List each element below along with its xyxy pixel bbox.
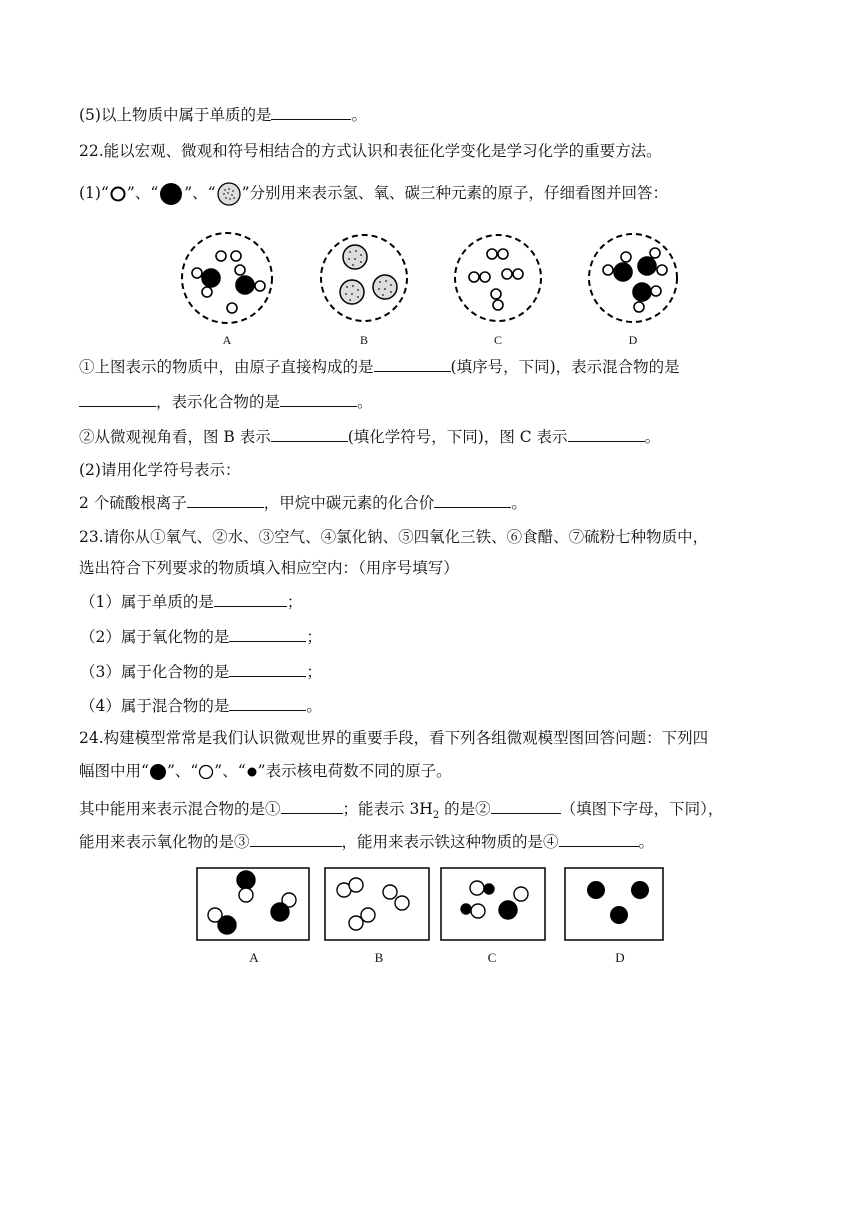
figure-label: C [493,333,503,347]
box-c-particles [461,881,528,919]
q23-intro2: 选出符合下列要求的物质填入相应空内：（用序号填写） [79,559,459,577]
answer-blank[interactable] [229,696,306,711]
figure-b-atoms [340,245,397,304]
figure-label: A [222,333,232,347]
box-b [325,868,429,940]
q23-item: （2）属于氧化物的是 ； [80,628,322,646]
answer-blank[interactable] [271,427,348,442]
figure-label: D [628,333,638,347]
small-black-atom-icon [246,766,258,778]
hydrogen-atom-icon [109,185,127,203]
q22-particle-figure [180,232,690,350]
answer-blank[interactable] [281,799,343,814]
figure-label: B [374,950,384,965]
q22-part2-title: (2)请用化学符号表示： [79,461,241,479]
box-c [441,868,545,940]
q22-answer1-cont: ，表示化合物的是 。 [79,391,373,413]
q22-part2-answers: 2 个硫酸根离子 ，甲烷中碳元素的化合价 。 [79,494,527,512]
box-d [565,868,663,940]
box-a-particles [208,871,296,934]
q22-part1-legend: (1)“ ”、“ ”、“ ”分别用来表示氢、氧、碳三种元素的原子，仔细看图并回答： [79,181,668,207]
answer-blank[interactable] [568,427,645,442]
figure-a-molecules [192,251,265,313]
q22-intro: 22.能以宏观、微观和符号相结合的方式认识和表征化学变化是学习化学的重要方法。 [79,142,662,160]
q24-ask1: 其中能用来表示混合物的是① ；能表示 $3H_2$ 的是② （填图下字母，下同）， [79,800,724,822]
figure-label: A [249,950,259,965]
answer-blank[interactable] [434,493,511,508]
box-d-particles [587,881,649,924]
q23-item: （1）属于单质的是 ； [80,593,303,611]
oxygen-atom-icon [158,181,184,207]
box-b-particles [337,878,409,930]
figure-label: D [615,950,625,965]
answer-blank[interactable] [271,105,351,120]
q22-answer1: ①上图表示的物质中，由原子直接构成的是 (填序号，下同)，表示混合物的是 [79,358,680,376]
figure-label: C [487,950,497,965]
answer-blank[interactable] [250,832,342,847]
figure-label: B [359,333,369,347]
q23-item: （3）属于化合物的是 ； [80,663,322,681]
q22-answer2: ②从微观视角看，图 B 表示 (填化学符号，下同)，图 C 表示 。 [79,428,661,446]
answer-blank[interactable] [491,799,561,814]
figure-d-container [589,234,677,322]
q24-model-figure [196,866,668,968]
figure-d-molecules [603,248,667,312]
answer-blank[interactable] [559,832,639,847]
answer-blank[interactable] [187,493,264,508]
answer-blank[interactable] [214,592,287,607]
white-atom-icon [198,764,214,780]
q24-intro2: 幅图中用“ ”、“ ”、“ ”表示核电荷数不同的原子。 [79,762,452,780]
answer-blank[interactable] [229,627,306,642]
q24-intro: 24.构建模型常常是我们认识微观世界的重要手段，看下列各组微观模型图回答问题：下列四 [79,729,709,747]
q21-part5: (5)以上物质中属于单质的是 。 [79,106,367,124]
answer-blank[interactable] [374,357,451,372]
q23-item: （4）属于混合物的是 。 [80,697,322,715]
q23-intro: 23.请你从①氧气、②水、③空气、④氯化钠、⑤四氧化三铁、⑥食醋、⑦硫粉七种物质中， [79,528,709,546]
black-atom-icon [149,763,167,781]
figure-b-container [321,235,407,321]
answer-blank[interactable] [280,392,357,407]
q24-ask2: 能用来表示氧化物的是③ ，能用来表示铁这种物质的是④ 。 [79,833,655,851]
answer-blank[interactable] [79,392,156,407]
answer-blank[interactable] [229,662,306,677]
figure-c-molecules [469,249,523,310]
carbon-atom-icon [216,181,242,207]
